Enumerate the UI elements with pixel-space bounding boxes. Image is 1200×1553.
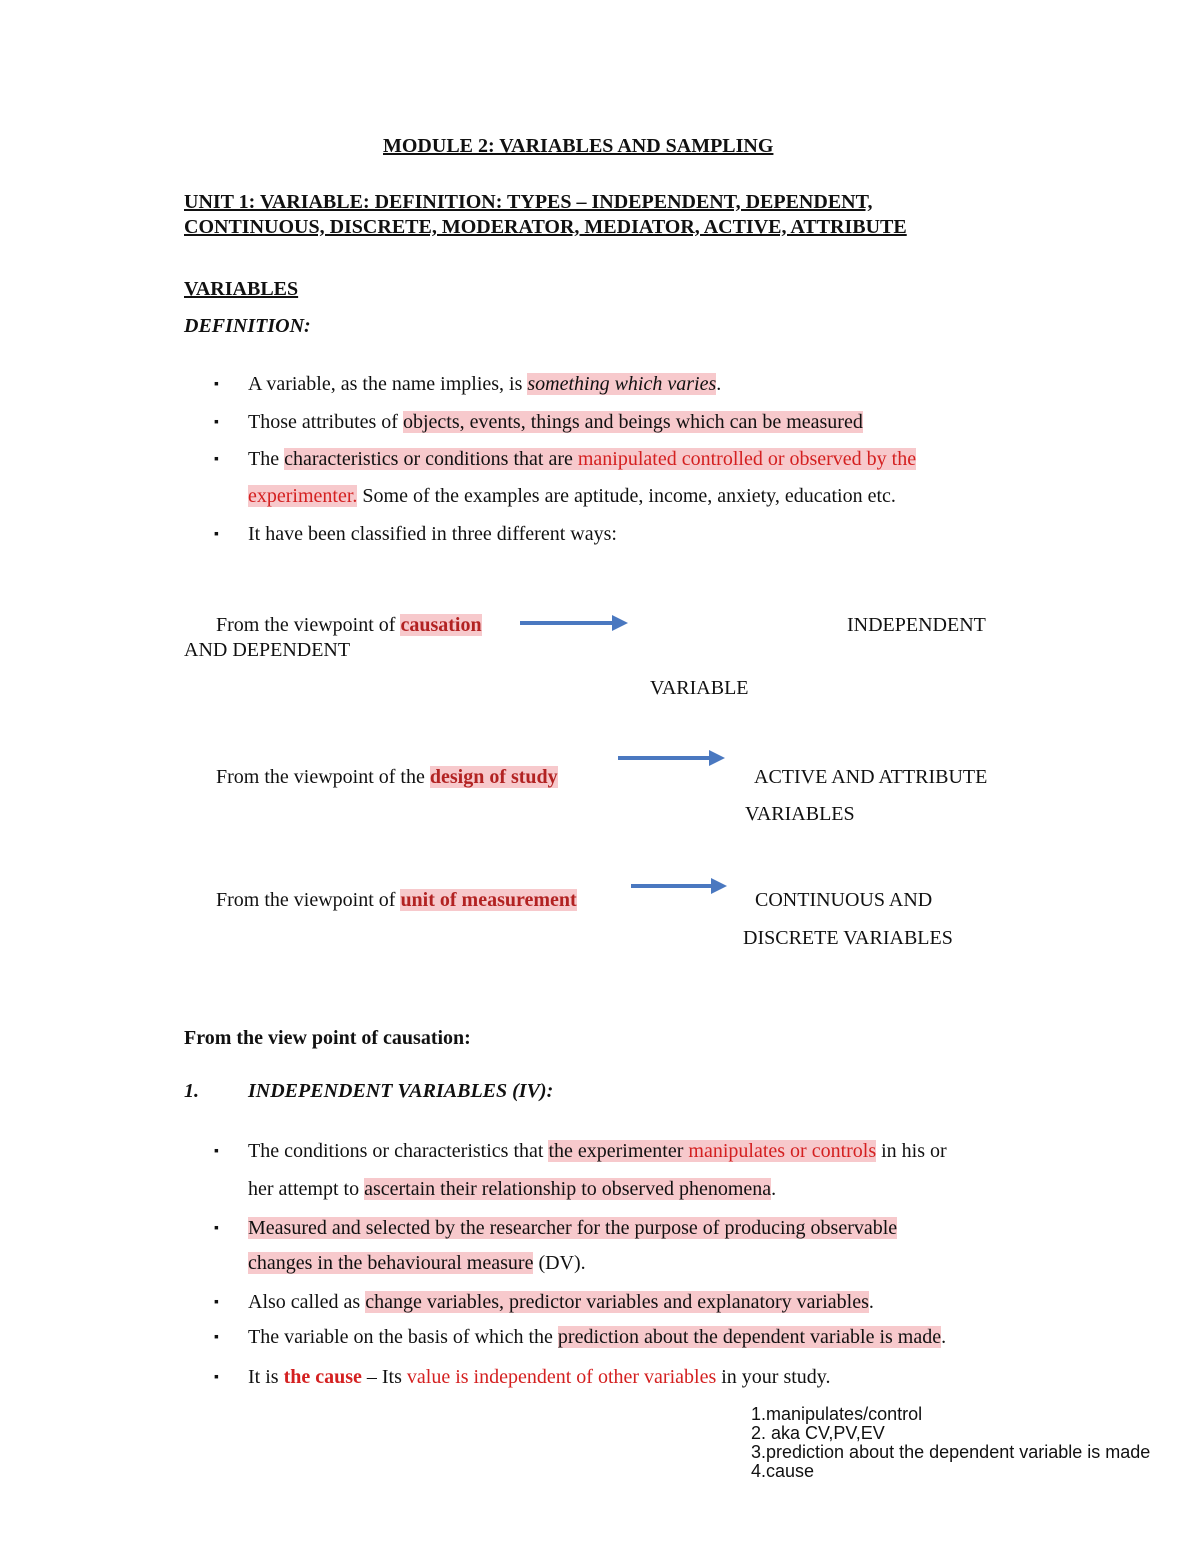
text: Also called as <box>248 1291 366 1313</box>
text: – Its <box>361 1366 407 1388</box>
key-term: unit of measurement <box>400 889 577 911</box>
text: From the viewpoint of the <box>216 766 430 788</box>
highlight: changes in the behavioural measure <box>248 1252 534 1274</box>
iv-bullet-1-line-2 <box>248 1178 776 1201</box>
bullet-marker <box>214 1295 224 1311</box>
bullet-marker <box>214 377 224 393</box>
unit-heading-line-2: CONTINUOUS, DISCRETE, MODERATOR, MEDIATOR, ACTIVE, ATTRIBUTE <box>184 216 907 238</box>
text: in his or <box>876 1140 947 1162</box>
arrow-icon <box>631 884 713 888</box>
bullet-marker <box>214 1144 224 1160</box>
highlight: something which varies <box>527 373 717 395</box>
text: . <box>868 1291 874 1313</box>
page-title: MODULE 2: VARIABLES AND SAMPLING <box>383 135 774 157</box>
classification-row-2-result-cont: VARIABLES <box>745 803 855 825</box>
bullet-marker <box>214 415 224 431</box>
unit-heading-line-1: UNIT 1: VARIABLE: DEFINITION: TYPES – INDEPENDENT, DEPENDENT, <box>184 191 873 213</box>
classification-row-3 <box>216 889 577 912</box>
classification-row-1-result-cont: AND DEPENDENT <box>184 639 351 661</box>
text: The conditions or characteristics that <box>248 1140 549 1162</box>
highlight: ascertain their relationship to observed phenomena <box>364 1178 772 1200</box>
highlight: the experimenter <box>548 1140 689 1162</box>
text-red: value is independent of other variables <box>406 1366 717 1388</box>
highlight: prediction about the dependent variable is made <box>557 1326 942 1348</box>
arrow-icon <box>520 621 614 625</box>
definition-bullet-3-line-2 <box>248 485 896 508</box>
text: . <box>941 1326 947 1348</box>
iv-bullet-2-line-1 <box>248 1217 897 1240</box>
text: in your study. <box>716 1366 831 1388</box>
note-line-1: 1.manipulates/control <box>751 1404 923 1424</box>
bold-red: the cause <box>283 1366 362 1388</box>
iv-bullet-5 <box>248 1366 831 1389</box>
classification-row-1-result-cont: VARIABLE <box>650 677 749 699</box>
text: Some of the examples are aptitude, income, anxiety, education etc. <box>357 485 896 507</box>
highlight-red: experimenter. <box>248 485 358 507</box>
bullet-marker <box>214 1221 224 1237</box>
definition-bullet-4: It have been classified in three different ways: <box>248 523 617 545</box>
iv-bullet-2-line-2 <box>248 1252 586 1275</box>
text: The <box>248 448 285 470</box>
key-term: design of study <box>429 766 558 788</box>
highlight: characteristics or conditions that are <box>284 448 578 470</box>
note-line-2: 2. aka CV,PV,EV <box>751 1423 885 1443</box>
highlight: objects, events, things and beings which can be measured <box>402 411 863 433</box>
definition-bullet-1 <box>248 373 721 396</box>
classification-row-3-result: CONTINUOUS AND <box>755 889 933 911</box>
iv-bullet-1-line-1 <box>248 1140 947 1163</box>
highlight-red: manipulates or controls <box>688 1140 877 1162</box>
classification-row-2-result: ACTIVE AND ATTRIBUTE <box>754 766 988 788</box>
text: (DV). <box>533 1252 586 1274</box>
iv-number: 1. <box>184 1080 199 1102</box>
note-line-4: 4.cause <box>751 1461 815 1481</box>
arrow-icon <box>618 756 711 760</box>
text: her attempt to <box>248 1178 365 1200</box>
text: Those attributes of <box>248 411 403 433</box>
iv-bullet-3 <box>248 1291 874 1314</box>
note-line-3: 3.prediction about the dependent variable is made <box>751 1442 1151 1462</box>
variables-heading: VARIABLES <box>184 278 299 300</box>
definition-bullet-2 <box>248 411 863 434</box>
text: . <box>771 1178 777 1200</box>
highlight: Measured and selected by the researcher for the purpose of producing observable <box>248 1217 898 1239</box>
iv-heading: INDEPENDENT VARIABLES (IV): <box>248 1080 554 1102</box>
text: It is <box>248 1366 284 1388</box>
iv-bullet-4 <box>248 1326 946 1349</box>
text: The variable on the basis of which the <box>248 1326 558 1348</box>
highlight-red: manipulated controlled or observed by the <box>577 448 917 470</box>
definition-bullet-3-line-1 <box>248 448 916 471</box>
bullet-marker <box>214 1330 224 1346</box>
text: From the viewpoint of <box>216 889 401 911</box>
definition-heading: DEFINITION: <box>184 315 311 337</box>
text: From the viewpoint of <box>216 614 401 636</box>
classification-row-3-result-cont: DISCRETE VARIABLES <box>743 927 953 949</box>
causation-heading: From the view point of causation: <box>184 1027 471 1049</box>
bullet-marker <box>214 452 224 468</box>
classification-row-1 <box>216 614 482 637</box>
text: A variable, as the name implies, is <box>248 373 528 395</box>
classification-row-1-result: INDEPENDENT <box>847 614 986 636</box>
text: . <box>716 373 722 395</box>
highlight: change variables, predictor variables and explanatory variables <box>365 1291 869 1313</box>
classification-row-2 <box>216 766 558 789</box>
bullet-marker <box>214 1370 224 1386</box>
bullet-marker <box>214 527 224 543</box>
key-term: causation <box>400 614 482 636</box>
